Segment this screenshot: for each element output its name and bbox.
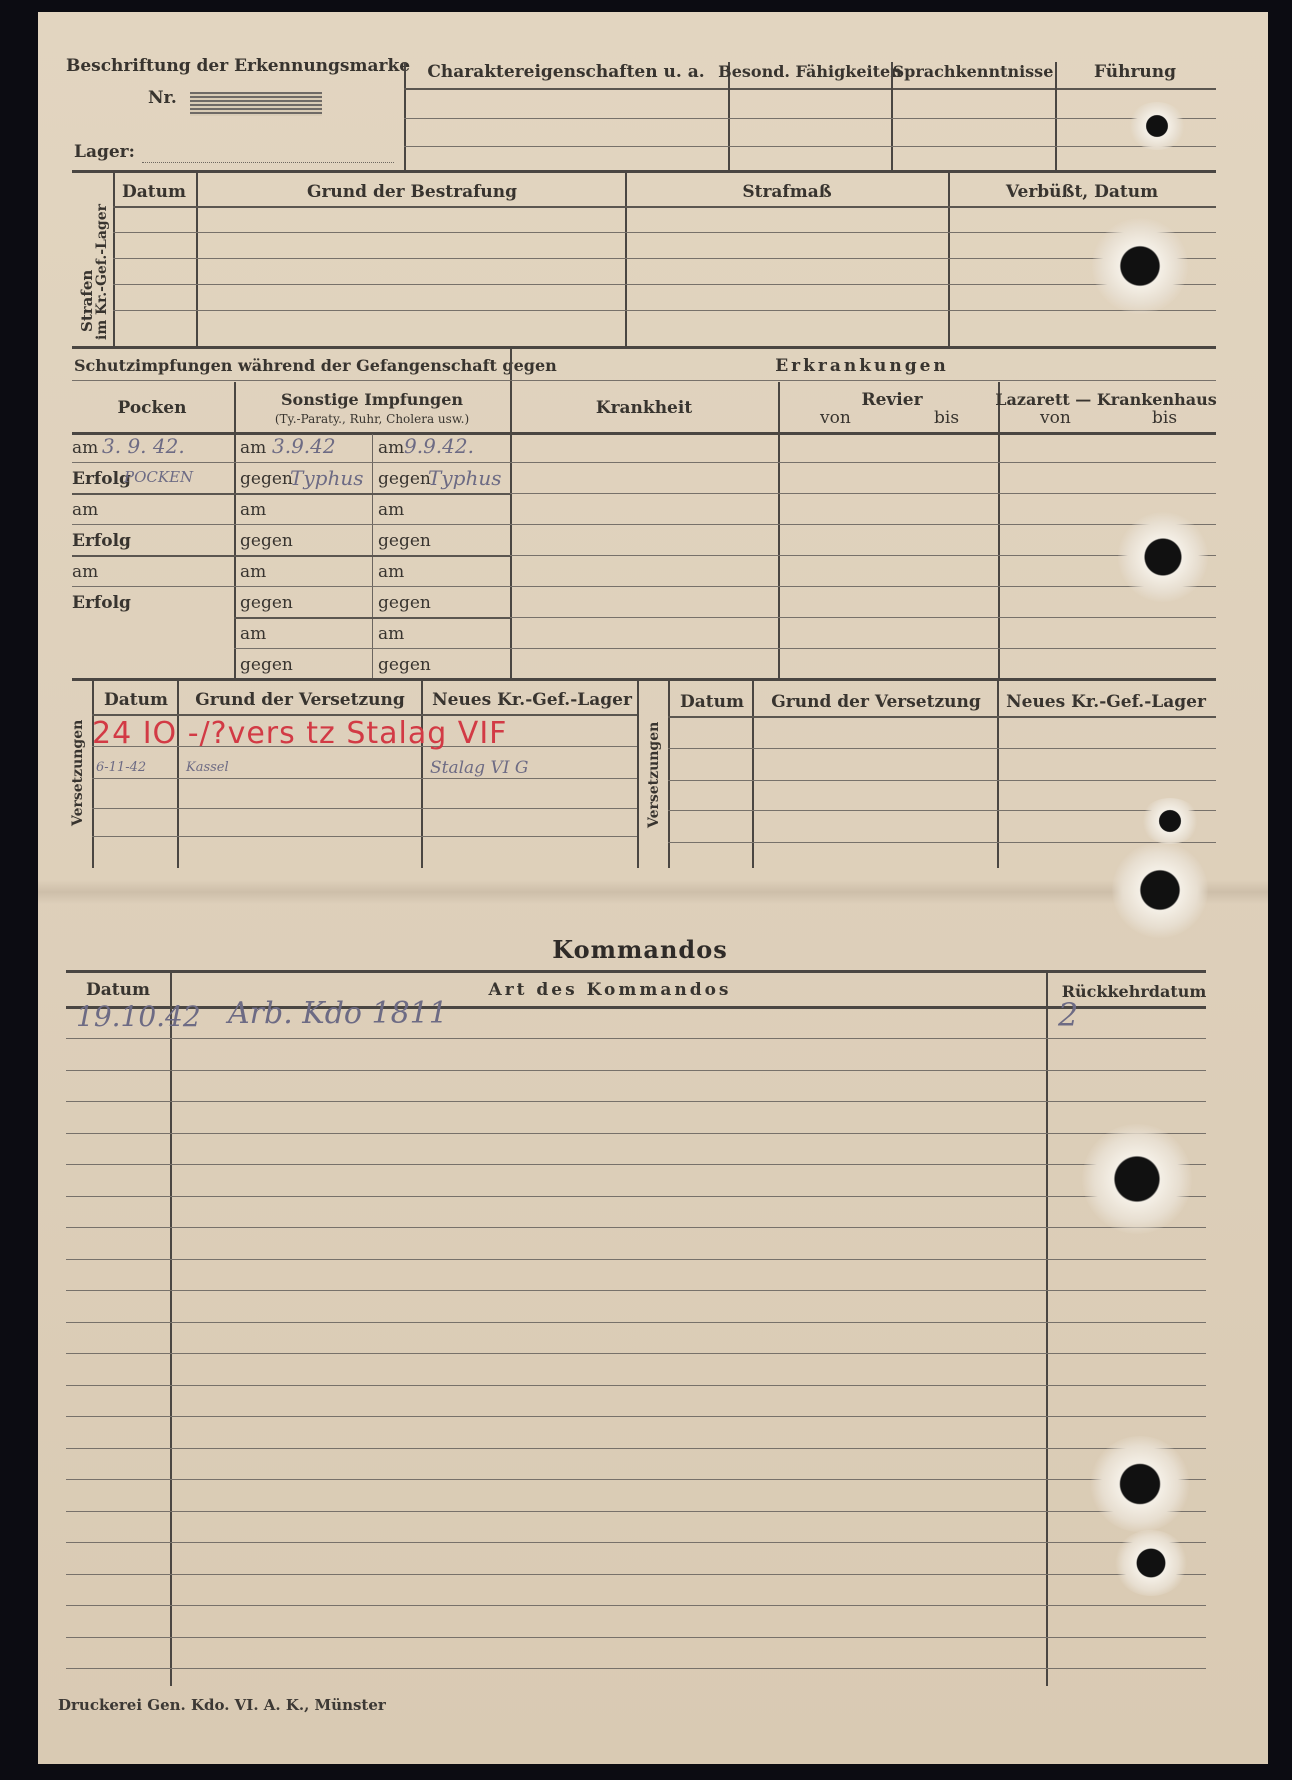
- erkennungsmarke-label: Beschriftung der Erkennungsmarke: [65, 56, 411, 76]
- hw-vers-grund: Kassel: [186, 760, 229, 775]
- lazarett-von: von: [1040, 408, 1071, 428]
- hw-sonstige2-am: 9.9.42.: [404, 434, 474, 458]
- pocken-header: Pocken: [117, 398, 187, 418]
- hw-sonstige-am: 3.9.42: [272, 434, 336, 458]
- strafen-grund-header: Grund der Bestrafung: [306, 182, 518, 202]
- sonstige-gegen-2: gegen: [240, 531, 293, 551]
- lager-field: [142, 162, 394, 163]
- hw-pocken-erfolg: POCKEN: [124, 468, 194, 486]
- hw-kommando-art: Arb. Kdo 1811: [228, 996, 448, 1031]
- kommandos-title: Kommandos: [552, 935, 728, 964]
- punch-hole: [1128, 102, 1186, 150]
- sonstige2-am-2: am: [378, 500, 405, 520]
- nr-label: Nr.: [148, 88, 177, 108]
- sonstige2-gegen-3: gegen: [378, 593, 431, 613]
- vers-grund-header-right: Grund der Versetzung: [771, 692, 981, 712]
- kommandos-datum-header: Datum: [86, 980, 150, 1000]
- paper-fold: [38, 880, 1268, 904]
- sonstige-gegen-4: gegen: [240, 655, 293, 675]
- sonstige2-gegen-1: gegen: [378, 469, 431, 489]
- hw-kommando-datum: 19.10.42: [76, 1000, 201, 1033]
- erkrankungen-title: Erkrankungen: [775, 356, 949, 376]
- sonstige-am-2: am: [240, 500, 267, 520]
- impfungen-title: Schutzimpfungen während der Gefangenschaft gegen: [74, 356, 557, 375]
- pocken-erfolg-1: Erfolg: [72, 469, 131, 489]
- sonstige-gegen-3: gegen: [240, 593, 293, 613]
- kommandos-rule-line: [66, 1322, 1206, 1323]
- kommandos-rule-line: [66, 1448, 1206, 1449]
- kommandos-rule-line: [66, 1133, 1206, 1134]
- sonstige2-am-3: am: [378, 562, 405, 582]
- kommandos-rule-line: [66, 1511, 1206, 1512]
- kommandos-rule-line: [66, 1164, 1206, 1165]
- kommandos-rule-line: [66, 1542, 1206, 1543]
- sonstige2-am-4: am: [378, 624, 405, 644]
- kommandos-rueckkehr-header: Rückkehrdatum: [1061, 982, 1207, 1001]
- punch-hole: [1118, 512, 1208, 602]
- vers-grund-header-left: Grund der Versetzung: [195, 690, 405, 710]
- punch-hole: [1140, 798, 1200, 844]
- revier-bis: bis: [934, 408, 960, 428]
- lazarett-header: Lazarett — Krankenhaus: [995, 390, 1217, 409]
- vers-datum-header-right: Datum: [680, 692, 744, 712]
- sonstige2-gegen-2: gegen: [378, 531, 431, 551]
- kommandos-rule-line: [66, 1227, 1206, 1228]
- pocken-erfolg-2: Erfolg: [72, 531, 131, 551]
- vers-neues-header-left: Neues Kr.-Gef.-Lager: [432, 690, 632, 710]
- pocken-am-3: am: [72, 562, 99, 582]
- kommandos-rule-line: [66, 1479, 1206, 1480]
- kommandos-rule-line: [66, 1668, 1206, 1669]
- charakter-header: Charaktereigenschaften u. a.: [427, 62, 705, 82]
- kommandos-rule-line: [66, 1574, 1206, 1575]
- kommandos-art-header: Art des Kommandos: [488, 980, 732, 1000]
- nr-redacted-field: [190, 92, 322, 116]
- kommandos-rule-line: [66, 1605, 1206, 1606]
- sonstige-subheader: (Ty.-Paraty., Ruhr, Cholera usw.): [274, 412, 470, 426]
- hw-kommando-rueckkehr: 2: [1058, 996, 1079, 1034]
- strafen-side-label: Strafen: [78, 269, 96, 332]
- strafen-datum-header: Datum: [122, 182, 186, 202]
- hw-sonstige-gegen: Typhus: [290, 466, 364, 490]
- kommandos-rule-line: [66, 1196, 1206, 1197]
- sonstige-am-4: am: [240, 624, 267, 644]
- form-sheet: [38, 12, 1268, 1764]
- sonstige-am-1: am: [240, 438, 267, 458]
- hw-pocken-am: 3. 9. 42.: [102, 434, 185, 458]
- sprach-header: Sprachkenntnisse: [892, 62, 1054, 81]
- punch-hole: [1112, 842, 1208, 938]
- strafmass-header: Strafmaß: [742, 182, 832, 202]
- sonstige2-am-1: am: [378, 438, 405, 458]
- kommandos-rule-line: [66, 1637, 1206, 1638]
- versetzung-stamp: 24 IO -/?vers tz Stalag VIF: [92, 716, 508, 751]
- hw-sonstige2-gegen: Typhus: [428, 466, 502, 490]
- kommandos-rule-line: [66, 1416, 1206, 1417]
- sonstige-header: Sonstige Impfungen: [280, 390, 464, 409]
- printer-footer: Druckerei Gen. Kdo. VI. A. K., Münster: [58, 1696, 386, 1714]
- vers-neues-header-right: Neues Kr.-Gef.-Lager: [1006, 692, 1206, 712]
- sonstige-gegen-1: gegen: [240, 469, 293, 489]
- revier-von: von: [820, 408, 851, 428]
- lazarett-bis: bis: [1152, 408, 1178, 428]
- krankheit-header: Krankheit: [595, 398, 693, 418]
- verbuesst-header: Verbüßt, Datum: [1005, 182, 1159, 202]
- hw-vers-datum: 6-11-42: [96, 760, 147, 775]
- versetzungen-side-left: Versetzungen: [70, 719, 86, 826]
- strafen-side-label-2: im Kr.-Gef.-Lager: [94, 203, 110, 340]
- kommandos-rule-line: [66, 1070, 1206, 1071]
- versetzungen-side-right: Versetzungen: [646, 721, 662, 828]
- kommandos-rule-line: [66, 1101, 1206, 1102]
- kommandos-rule-line: [66, 1259, 1206, 1260]
- sonstige2-gegen-4: gegen: [378, 655, 431, 675]
- revier-header: Revier: [861, 390, 923, 410]
- pocken-erfolg-3: Erfolg: [72, 593, 131, 613]
- kommandos-rule-line: [66, 1353, 1206, 1354]
- kommandos-rule-line: [66, 1385, 1206, 1386]
- punch-hole: [1090, 1436, 1190, 1532]
- punch-hole: [1092, 218, 1188, 314]
- pocken-am-1: am: [72, 438, 99, 458]
- lager-label: Lager:: [74, 142, 135, 162]
- faehigkeiten-header: Besond. Fähigkeiten: [718, 62, 902, 81]
- kommandos-rule-line: [66, 1290, 1206, 1291]
- punch-hole: [1082, 1124, 1192, 1234]
- punch-hole: [1114, 1530, 1188, 1596]
- vers-datum-header-left: Datum: [104, 690, 168, 710]
- sonstige-am-3: am: [240, 562, 267, 582]
- kommandos-rule-line: [66, 1038, 1206, 1039]
- pocken-am-2: am: [72, 500, 99, 520]
- hw-vers-lager: Stalag VI G: [430, 758, 529, 778]
- fuehrung-header: Führung: [1093, 62, 1177, 82]
